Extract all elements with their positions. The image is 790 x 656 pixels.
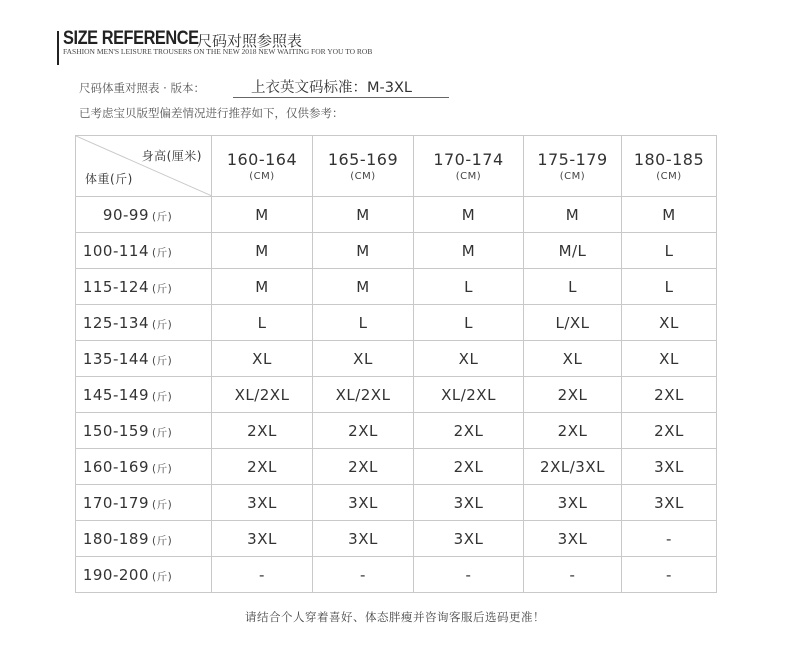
height-unit: (CM) [249,171,275,182]
size-cell: 2XL [313,449,414,485]
table-row [76,197,717,233]
size-cell: L [414,269,524,305]
size-cell: XL [622,341,717,377]
size-cell: XL [524,341,622,377]
weight-row-header [76,233,212,269]
title-accent-bar [57,31,59,65]
size-cell: M [313,197,414,233]
weight-row-header [76,557,212,593]
size-cell: M/L [524,233,622,269]
weight-range: 190-200 [82,565,149,584]
weight-unit: (斤) [152,318,173,331]
size-cell: 3XL [414,521,524,557]
height-unit: (CM) [656,171,682,182]
weight-unit: (斤) [152,390,173,403]
height-range: 175-179 [537,150,608,169]
table-row [76,377,717,413]
table-header-row [76,136,717,197]
table-row [76,233,717,269]
weight-range: 115-124 [82,277,149,296]
size-cell: XL [622,305,717,341]
size-cell: 2XL [212,449,313,485]
size-cell: 2XL [414,449,524,485]
size-cell: 3XL [212,521,313,557]
weight-range: 160-169 [82,457,149,476]
size-cell: - [524,557,622,593]
size-cell: 3XL [524,521,622,557]
size-cell: 3XL [414,485,524,521]
height-column-header [524,136,622,197]
size-cell: L [212,305,313,341]
table-row [76,341,717,377]
table-row [76,485,717,521]
page-subtitle: FASHION MEN'S LEISURE TROUSERS ON THE NEW 2018 NEW WAITING FOR YOU TO ROB [63,47,373,56]
weight-range: 150-159 [82,421,149,440]
footer-note: 请结合个人穿着喜好、体态胖瘦并咨询客服后选码更准！ [245,610,545,624]
size-cell: M [313,269,414,305]
table-row [76,269,717,305]
size-cell: M [212,269,313,305]
weight-row-header [76,377,212,413]
version-value-field [233,75,449,98]
weight-range: 145-149 [82,385,149,404]
size-cell: 2XL [313,413,414,449]
size-cell: L/XL [524,305,622,341]
size-cell: 2XL [524,377,622,413]
size-cell: 3XL [313,485,414,521]
size-cell: XL/2XL [313,377,414,413]
height-unit: (CM) [559,171,586,182]
size-cell: 2XL [212,413,313,449]
weight-unit: (斤) [152,462,173,475]
weight-range: 100-114 [82,241,149,260]
size-cell: 3XL [622,485,717,521]
height-column-header [313,136,414,197]
size-cell: 2XL [414,413,524,449]
weight-range: 180-189 [82,529,149,548]
weight-row-header [76,449,212,485]
size-cell: M [313,233,414,269]
size-cell: L [313,305,414,341]
weight-range: 170-179 [82,493,149,512]
weight-range: 125-134 [82,313,149,332]
size-cell: XL [212,341,313,377]
height-range: 170-174 [433,150,504,169]
size-cell: XL [313,341,414,377]
height-range: 160-164 [226,150,298,169]
height-unit: (CM) [455,171,482,182]
size-cell: XL [414,341,524,377]
size-cell: 2XL [622,413,717,449]
weight-row-header [76,269,212,305]
size-cell: M [414,233,524,269]
size-chart-table [75,135,717,593]
height-axis-label: 身高(厘米) [141,149,202,163]
recommendation-note: 已考虑宝贝版型偏差情况进行推荐如下，仅供参考： [79,106,344,120]
weight-unit: (斤) [152,498,173,511]
size-cell: L [622,269,717,305]
weight-unit: (斤) [152,354,173,367]
size-cell: - [212,557,313,593]
weight-range: 135-144 [82,349,149,368]
weight-unit: (斤) [152,426,173,439]
size-cell: L [414,305,524,341]
size-cell: M [212,197,313,233]
page-title-cn: 尺码对照参照表 [197,32,303,50]
size-cell: M [524,197,622,233]
weight-row-header [76,341,212,377]
weight-unit: (斤) [152,210,173,223]
size-cell: XL/2XL [414,377,524,413]
height-column-header [212,136,313,197]
height-column-header [414,136,524,197]
weight-row-header [76,197,212,233]
weight-unit: (斤) [152,570,173,583]
size-cell: 3XL [622,449,717,485]
table-row [76,305,717,341]
size-cell: - [313,557,414,593]
size-cell: M [212,233,313,269]
weight-unit: (斤) [152,246,173,259]
weight-axis-label: 体重(斤) [85,172,133,186]
height-column-header [622,136,717,197]
size-cell: L [524,269,622,305]
height-range: 165-169 [327,150,399,169]
page-title-en: SIZE REFERENCE [63,28,199,49]
table-row [76,557,717,593]
size-cell: M [622,197,717,233]
weight-unit: (斤) [152,534,173,547]
height-unit: (CM) [350,171,376,182]
weight-row-header [76,485,212,521]
version-label: 尺码体重对照表 · 版本： [79,81,205,95]
size-cell: M [414,197,524,233]
weight-row-header [76,305,212,341]
version-value: 上衣英文码标准：M-3XL [251,80,412,96]
height-range: 180-185 [633,150,705,169]
weight-row-header [76,413,212,449]
weight-row-header [76,521,212,557]
size-cell: 3XL [524,485,622,521]
weight-range: 90-99 [102,205,149,224]
size-cell: 3XL [313,521,414,557]
size-cell: - [622,557,717,593]
size-cell: - [414,557,524,593]
size-cell: - [622,521,717,557]
size-cell: L [622,233,717,269]
size-cell: XL/2XL [212,377,313,413]
table-row [76,413,717,449]
table-row [76,521,717,557]
size-cell: 2XL [524,413,622,449]
corner-header-cell [76,136,212,197]
size-cell: 2XL/3XL [524,449,622,485]
size-cell: 3XL [212,485,313,521]
table-row [76,449,717,485]
corner-diagonal-line [76,136,212,196]
weight-unit: (斤) [152,282,173,295]
table-body [76,197,717,593]
size-cell: 2XL [622,377,717,413]
